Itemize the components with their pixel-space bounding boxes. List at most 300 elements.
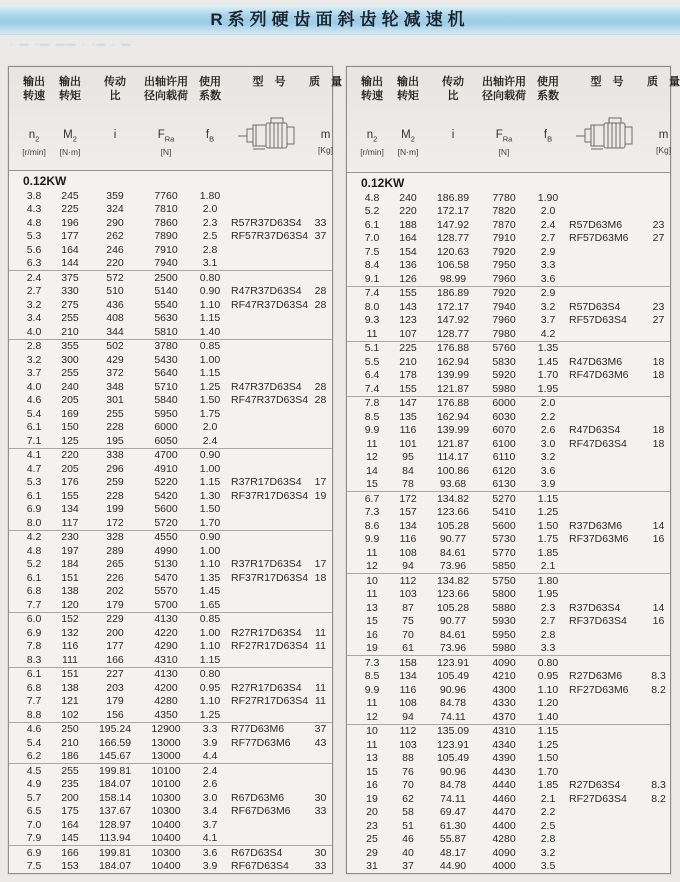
- cell-radial-load: 4350: [154, 708, 178, 721]
- cell-ratio: 348: [106, 380, 124, 393]
- cell-output-torque: 235: [61, 778, 79, 791]
- table-row: [9, 571, 332, 585]
- cell-ratio: 172: [106, 516, 124, 529]
- cell-radial-load: 4290: [154, 640, 178, 653]
- table-row: [347, 628, 670, 642]
- table-row: [347, 492, 670, 506]
- cell-radial-load: 6000: [154, 421, 178, 434]
- cell-output-torque: 40: [402, 846, 414, 859]
- cell-output-torque: 134: [399, 670, 417, 683]
- cell-radial-load: 4440: [492, 779, 516, 792]
- cell-output-torque: 300: [61, 353, 79, 366]
- table-row: [347, 437, 670, 451]
- cell-model: R37D63M6: [569, 519, 623, 532]
- cell-radial-load: 7760: [154, 189, 178, 202]
- cell-output-speed: 11: [366, 327, 378, 340]
- cell-output-speed: 31: [366, 860, 378, 873]
- cell-output-speed: 5.6: [26, 243, 42, 256]
- cell-model: RF67D63S4: [231, 860, 289, 873]
- cell-output-speed: 7.4: [364, 382, 380, 395]
- table-row: [347, 506, 670, 520]
- cell-output-speed: 4.6: [26, 723, 42, 736]
- cell-output-speed: 7.3: [364, 506, 380, 519]
- cell-output-torque: 123: [399, 314, 417, 327]
- cell-radial-load: 6030: [492, 410, 516, 423]
- cell-output-torque: 220: [61, 449, 79, 462]
- cell-radial-load: 5140: [154, 285, 178, 298]
- cell-model: RF77D63M6: [231, 736, 291, 749]
- cell-service-factor: 3.3: [202, 723, 218, 736]
- cell-service-factor: 1.10: [199, 298, 221, 311]
- table-row: [347, 560, 670, 574]
- cell-ratio: 359: [106, 189, 124, 202]
- cell-ratio: 502: [106, 340, 124, 353]
- column-header-radial-load: [479, 76, 529, 172]
- table-body: [347, 173, 670, 873]
- cell-output-torque: 255: [61, 367, 79, 380]
- cell-radial-load: 4210: [492, 670, 516, 683]
- cell-service-factor: 2.9: [540, 287, 556, 300]
- cell-service-factor: 1.00: [199, 353, 221, 366]
- cell-output-torque: 62: [402, 792, 414, 805]
- cell-output-torque: 112: [399, 725, 417, 738]
- cell-output-torque: 70: [402, 779, 414, 792]
- cell-mass: 28: [314, 285, 327, 298]
- cell-ratio: 90.96: [439, 765, 467, 778]
- column-symbol: i: [113, 129, 117, 141]
- cell-model: R57D63M6: [569, 218, 623, 231]
- table-row: [9, 449, 332, 463]
- cell-service-factor: 1.50: [537, 519, 559, 532]
- cell-output-torque: 61: [402, 642, 414, 655]
- cell-model: RF27D63S4: [569, 792, 627, 805]
- cell-ratio: 84.61: [439, 546, 467, 559]
- column-header-output-torque: [51, 76, 89, 170]
- table-row: [347, 218, 670, 232]
- table-row: [347, 397, 670, 411]
- cell-output-speed: 9.9: [364, 683, 380, 696]
- cell-ratio: 147.92: [436, 314, 470, 327]
- cell-ratio: 73.96: [439, 560, 467, 573]
- cell-output-torque: 102: [61, 708, 79, 721]
- cell-output-torque: 166: [61, 846, 79, 859]
- spec-table-left: [8, 66, 342, 874]
- cell-output-speed: 5.7: [26, 791, 42, 804]
- cell-output-speed: 12: [366, 451, 378, 464]
- table-row: [347, 656, 670, 670]
- cell-ratio: 84.61: [439, 628, 467, 641]
- cell-model: R37R17D63S4: [231, 558, 302, 571]
- table-row: [347, 779, 670, 793]
- cell-service-factor: 0.90: [199, 531, 221, 544]
- row-group: [9, 613, 332, 668]
- cell-output-speed: 13: [366, 601, 378, 614]
- cell-output-speed: 7.5: [26, 860, 42, 873]
- cell-mass: 8.3: [651, 670, 666, 683]
- cell-ratio: 195.24: [98, 723, 132, 736]
- column-header-mass: [309, 76, 342, 170]
- column-header-ratio: [89, 76, 141, 170]
- cell-service-factor: 1.15: [199, 367, 221, 380]
- cell-ratio: 176.88: [436, 397, 470, 410]
- cell-ratio: 184.07: [98, 860, 132, 873]
- column-header-mass: [647, 76, 680, 172]
- table-row: [9, 380, 332, 394]
- cell-radial-load: 5130: [154, 558, 178, 571]
- table-row: [9, 325, 332, 339]
- table-row: [347, 519, 670, 533]
- table-row: [9, 285, 332, 299]
- cell-model: RF37R17D63S4: [231, 571, 309, 584]
- cell-service-factor: 3.7: [540, 314, 556, 327]
- cell-output-speed: 19: [366, 642, 378, 655]
- cell-service-factor: 3.4: [202, 805, 218, 818]
- cell-service-factor: 1.15: [199, 476, 221, 489]
- cell-output-speed: 8.5: [364, 410, 380, 423]
- cell-radial-load: 4310: [154, 653, 178, 666]
- cell-ratio: 158.14: [98, 791, 132, 804]
- cell-output-speed: 5.5: [364, 355, 380, 368]
- cell-radial-load: 4910: [154, 462, 178, 475]
- cell-radial-load: 7920: [492, 287, 516, 300]
- cell-service-factor: 1.35: [199, 571, 221, 584]
- row-group: [9, 723, 332, 765]
- cell-ratio: 262: [106, 230, 124, 243]
- table-row: [347, 232, 670, 246]
- column-header-output-speed: [355, 76, 389, 172]
- cell-output-torque: 275: [61, 298, 79, 311]
- cell-output-torque: 116: [61, 640, 79, 653]
- table-row: [347, 683, 670, 697]
- cell-output-speed: 7.8: [364, 397, 380, 410]
- cell-service-factor: 1.95: [537, 588, 559, 601]
- cell-radial-load: 3780: [154, 340, 178, 353]
- cell-ratio: 105.49: [436, 670, 470, 683]
- cell-output-torque: 169: [61, 407, 79, 420]
- cell-output-speed: 5.2: [364, 205, 380, 218]
- cell-radial-load: 4280: [154, 695, 178, 708]
- cell-output-speed: 6.1: [26, 571, 42, 584]
- cell-output-speed: 4.8: [364, 191, 380, 204]
- column-header-service-factor: [529, 76, 567, 172]
- cell-output-torque: 188: [399, 218, 417, 231]
- cell-model: R57D63S4: [569, 300, 621, 313]
- cell-model: RF37R17D63S4: [231, 489, 309, 502]
- cell-output-torque: 176: [61, 476, 79, 489]
- table-row: [347, 355, 670, 369]
- cell-mass: 17: [314, 558, 327, 571]
- cell-output-torque: 255: [61, 312, 79, 325]
- cell-service-factor: 3.2: [540, 846, 556, 859]
- cell-radial-load: 7910: [154, 243, 178, 256]
- cell-service-factor: 1.25: [199, 708, 221, 721]
- cell-radial-load: 5840: [154, 394, 178, 407]
- cell-output-torque: 164: [61, 243, 79, 256]
- cell-radial-load: 4300: [492, 683, 516, 696]
- table-row: [347, 710, 670, 724]
- cell-model: RF47D63M6: [569, 369, 629, 382]
- cell-ratio: 259: [106, 476, 124, 489]
- cell-output-torque: 117: [61, 516, 79, 529]
- cell-service-factor: 1.00: [199, 626, 221, 639]
- cell-service-factor: 1.15: [537, 492, 559, 505]
- cell-radial-load: 4090: [492, 846, 516, 859]
- cell-mass: 19: [314, 489, 327, 502]
- cell-mass: 18: [314, 571, 327, 584]
- cell-output-torque: 87: [402, 601, 414, 614]
- column-symbol: m: [658, 129, 669, 141]
- cell-service-factor: 1.70: [537, 369, 559, 382]
- cell-service-factor: 0.90: [199, 449, 221, 462]
- table-row: [9, 626, 332, 640]
- cell-radial-load: 5770: [492, 546, 516, 559]
- cell-radial-load: 5410: [492, 506, 516, 519]
- cell-service-factor: 1.70: [537, 765, 559, 778]
- row-group: [347, 342, 670, 397]
- cell-service-factor: 2.0: [202, 203, 218, 216]
- cell-ratio: 199: [106, 503, 124, 516]
- cell-model: R37D63S4: [569, 601, 621, 614]
- cell-radial-load: 4330: [492, 697, 516, 710]
- table-row: [347, 410, 670, 424]
- table-row: [347, 300, 670, 314]
- cell-mass: 28: [314, 380, 327, 393]
- cell-ratio: 408: [106, 312, 124, 325]
- table-row: [9, 216, 332, 230]
- column-header-output-torque: [389, 76, 427, 172]
- cell-service-factor: 1.45: [537, 355, 559, 368]
- cell-ratio: 106.58: [436, 259, 470, 272]
- cell-radial-load: 5930: [492, 615, 516, 628]
- cell-radial-load: 4340: [492, 738, 516, 751]
- table-row: [9, 340, 332, 354]
- cell-mass: 33: [314, 216, 327, 229]
- cell-radial-load: 5430: [154, 353, 178, 366]
- cell-ratio: 162.94: [436, 410, 470, 423]
- cell-service-factor: 0.90: [199, 285, 221, 298]
- table-row: [347, 670, 670, 684]
- cell-ratio: 186.89: [436, 287, 470, 300]
- table-row: [347, 819, 670, 833]
- cell-output-torque: 184: [61, 558, 79, 571]
- cell-service-factor: 2.5: [202, 230, 218, 243]
- cell-output-speed: 12: [366, 710, 378, 723]
- cell-output-torque: 103: [399, 738, 417, 751]
- cell-ratio: 123.66: [436, 506, 470, 519]
- cell-output-speed: 6.1: [364, 218, 380, 231]
- cell-mass: 28: [314, 298, 327, 311]
- cell-output-torque: 51: [402, 819, 414, 832]
- column-label: 输出 转速: [23, 76, 45, 102]
- cell-ratio: 74.11: [440, 792, 466, 805]
- cell-service-factor: 0.85: [199, 613, 221, 626]
- column-label: 出轴许用 径向载荷: [144, 76, 188, 102]
- cell-service-factor: 3.3: [540, 642, 556, 655]
- cell-ratio: 114.17: [437, 451, 469, 464]
- cell-model: R27D63S4: [569, 779, 621, 792]
- cell-output-speed: 7.9: [26, 832, 42, 845]
- cell-output-torque: 178: [399, 369, 417, 382]
- cell-radial-load: 10400: [151, 818, 181, 831]
- cell-ratio: 90.77: [439, 615, 467, 628]
- cell-model: RF47D63S4: [569, 437, 627, 450]
- cell-radial-load: 5470: [154, 571, 178, 584]
- table-row: [9, 708, 332, 722]
- table-row: [347, 601, 670, 615]
- cell-output-speed: 5.3: [26, 476, 42, 489]
- cell-output-speed: 15: [366, 478, 378, 491]
- cell-model: RF57R37D63S4: [231, 230, 309, 243]
- gear-motor-icon: [576, 115, 638, 153]
- column-label: 传动 比: [442, 76, 464, 102]
- cell-output-speed: 3.7: [26, 367, 42, 380]
- column-label: 质 量: [647, 76, 680, 88]
- cell-ratio: 128.77: [436, 327, 470, 340]
- cell-output-torque: 116: [399, 533, 417, 546]
- table-row: [347, 588, 670, 602]
- cell-service-factor: 3.1: [202, 257, 218, 270]
- cell-output-torque: 225: [61, 203, 79, 216]
- row-group: [9, 668, 332, 723]
- cell-output-speed: 9.1: [364, 272, 380, 285]
- cell-mass: 27: [652, 232, 665, 245]
- cell-ratio: 100.86: [436, 464, 470, 477]
- cell-model: R57R37D63S4: [231, 216, 302, 229]
- column-symbol: $M_2$: [401, 129, 415, 144]
- cell-service-factor: 1.10: [199, 558, 221, 571]
- cell-radial-load: 5920: [492, 369, 516, 382]
- cell-output-speed: 4.8: [26, 216, 42, 229]
- row-group: [347, 656, 670, 725]
- cell-output-speed: 11: [366, 697, 378, 710]
- cell-output-torque: 46: [402, 833, 414, 846]
- cell-service-factor: 4.4: [202, 750, 218, 763]
- cell-ratio: 44.90: [439, 860, 467, 873]
- table-row: [9, 585, 332, 599]
- column-header-radial-load: [141, 76, 191, 170]
- cell-output-speed: 9.9: [364, 533, 380, 546]
- cell-service-factor: 2.4: [202, 434, 218, 447]
- cell-ratio: 246: [106, 243, 124, 256]
- tables-container: [8, 66, 680, 874]
- cell-output-torque: 210: [399, 355, 417, 368]
- table-row: [347, 574, 670, 588]
- cell-output-torque: 84: [402, 464, 414, 477]
- cell-radial-load: 7940: [492, 300, 516, 313]
- cell-service-factor: 4.2: [540, 327, 556, 340]
- cell-service-factor: 2.1: [540, 792, 556, 805]
- cell-service-factor: 0.80: [199, 271, 221, 284]
- column-symbol: $F_{Ra}$: [495, 129, 513, 144]
- power-label: 0.12KW: [361, 176, 405, 190]
- cell-model: R67D63M6: [231, 791, 285, 804]
- cell-service-factor: 1.70: [199, 516, 221, 529]
- cell-service-factor: 1.75: [199, 407, 221, 420]
- column-label: 输出 转速: [361, 76, 383, 102]
- cell-radial-load: 4130: [154, 668, 178, 681]
- cell-ratio: 344: [106, 325, 124, 338]
- cell-ratio: 84.78: [439, 697, 467, 710]
- cell-output-torque: 250: [61, 723, 79, 736]
- cell-output-torque: 134: [399, 519, 417, 532]
- cell-service-factor: 2.2: [540, 806, 556, 819]
- watermark: · — ·— —— · ·— · —: [10, 39, 133, 49]
- cell-ratio: 139.99: [436, 424, 470, 437]
- cell-output-speed: 4.3: [26, 203, 42, 216]
- cell-output-speed: 23: [366, 819, 378, 832]
- cell-service-factor: 1.50: [537, 752, 559, 765]
- table-row: [347, 860, 670, 874]
- table-row: [9, 407, 332, 421]
- cell-ratio: 166.59: [98, 736, 132, 749]
- cell-output-speed: 8.8: [26, 708, 42, 721]
- cell-ratio: 338: [106, 449, 124, 462]
- cell-ratio: 177: [106, 640, 124, 653]
- table-row: [9, 805, 332, 819]
- cell-ratio: 226: [106, 571, 124, 584]
- cell-mass: 28: [314, 394, 327, 407]
- cell-service-factor: 2.6: [202, 778, 218, 791]
- cell-model: R77D63M6: [231, 723, 285, 736]
- cell-output-speed: 7.0: [364, 232, 380, 245]
- cell-ratio: 105.49: [436, 752, 470, 765]
- column-unit: [N·m]: [59, 147, 81, 158]
- cell-service-factor: 2.5: [540, 819, 556, 832]
- table-row: [9, 764, 332, 778]
- cell-radial-load: 6070: [492, 424, 516, 437]
- cell-radial-load: 5980: [492, 642, 516, 655]
- cell-service-factor: 0.85: [199, 340, 221, 353]
- table-header: [347, 67, 680, 173]
- cell-service-factor: 2.0: [202, 421, 218, 434]
- cell-output-torque: 197: [61, 544, 79, 557]
- cell-service-factor: 1.75: [537, 533, 559, 546]
- cell-output-speed: 7.7: [26, 598, 42, 611]
- cell-radial-load: 7780: [492, 191, 516, 204]
- cell-model: R27D63M6: [569, 670, 623, 683]
- cell-service-factor: 3.9: [540, 478, 556, 491]
- table-row: [9, 598, 332, 612]
- column-header-model: [567, 76, 647, 172]
- cell-output-speed: 6.1: [26, 668, 42, 681]
- cell-mass: 18: [652, 437, 665, 450]
- row-group: [9, 531, 332, 613]
- table-row: [347, 765, 670, 779]
- cell-service-factor: 2.8: [540, 628, 556, 641]
- cell-output-torque: 75: [402, 615, 414, 628]
- cell-radial-load: 10300: [151, 805, 181, 818]
- table-row: [9, 640, 332, 654]
- cell-output-torque: 112: [399, 574, 417, 587]
- cell-service-factor: 1.30: [199, 489, 221, 502]
- cell-radial-load: 7910: [492, 232, 516, 245]
- cell-service-factor: 3.2: [540, 300, 556, 313]
- cell-mass: 8.3: [651, 779, 666, 792]
- table-row: [347, 725, 670, 739]
- cell-radial-load: 10400: [151, 860, 181, 873]
- column-label: 型 号: [252, 76, 286, 88]
- cell-service-factor: 4.1: [202, 832, 218, 845]
- column-unit: [r/min]: [22, 147, 46, 158]
- cell-ratio: 74.11: [440, 710, 466, 723]
- cell-service-factor: 1.50: [199, 394, 221, 407]
- cell-radial-load: 2500: [154, 271, 178, 284]
- table-row: [347, 369, 670, 383]
- row-group: [347, 397, 670, 493]
- cell-output-torque: 151: [61, 571, 79, 584]
- cell-output-speed: 6.5: [26, 805, 42, 818]
- cell-ratio: 145.67: [98, 750, 132, 763]
